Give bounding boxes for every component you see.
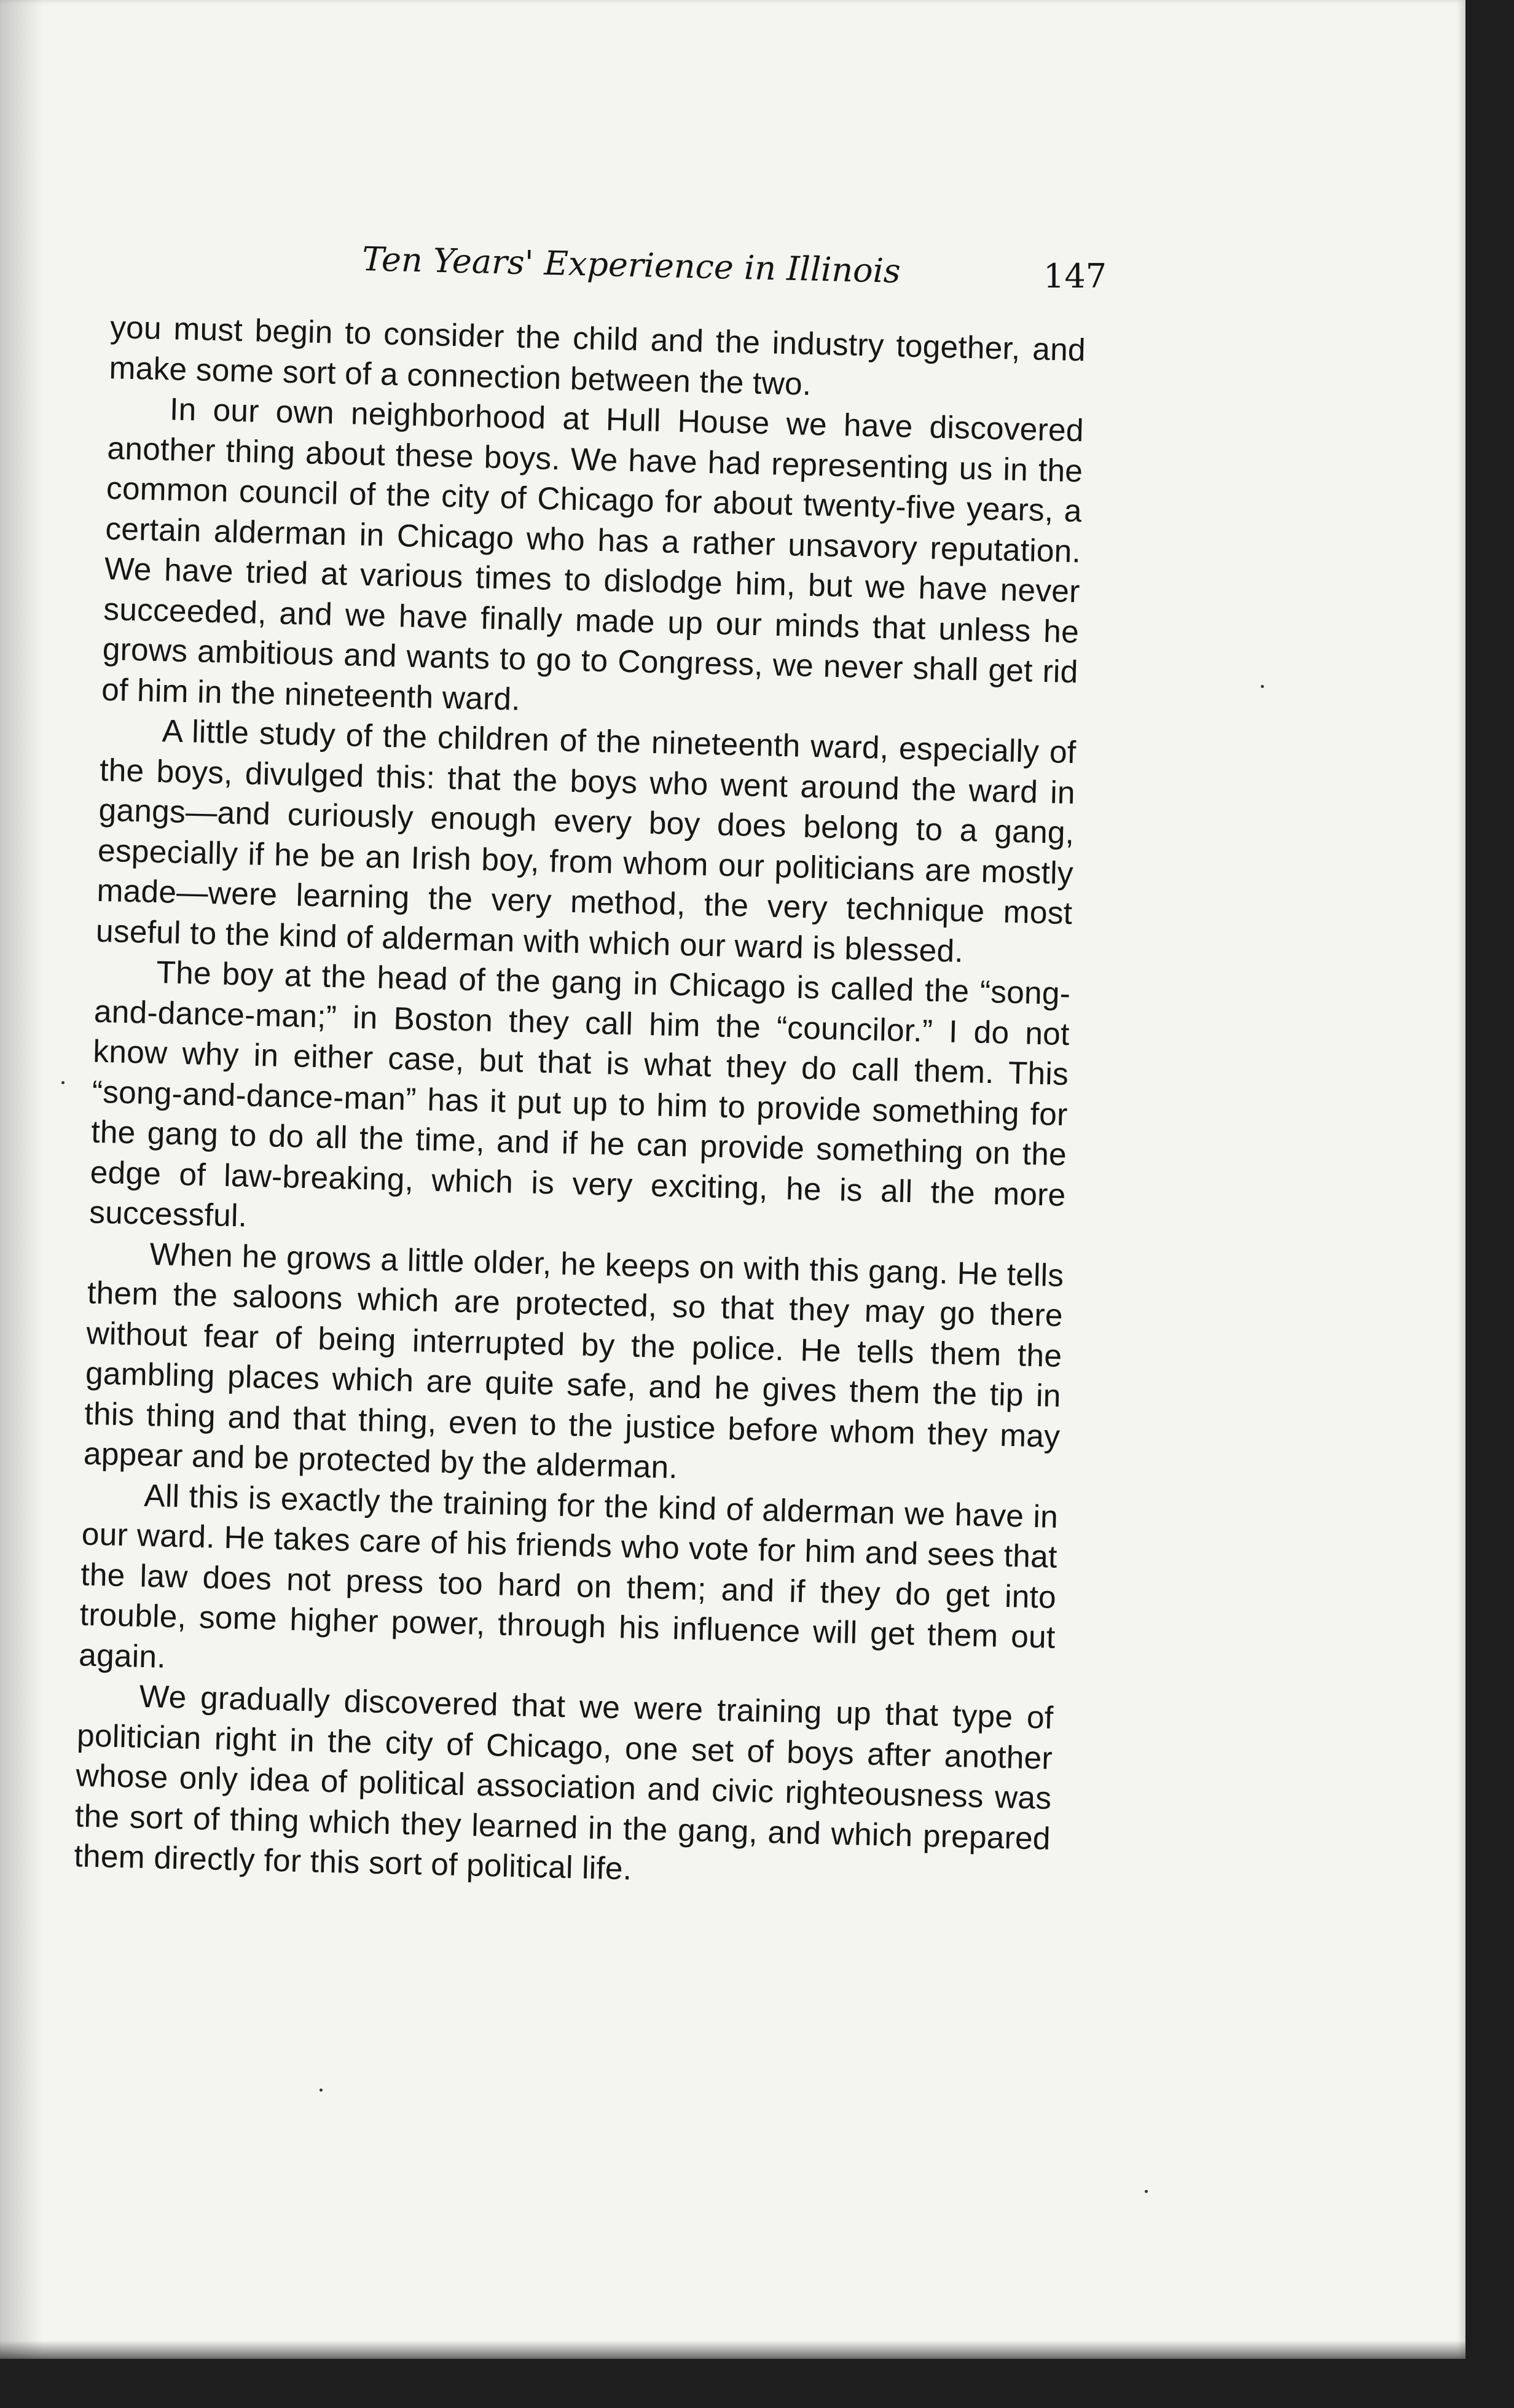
dust-speck [320,2089,323,2092]
body-text [71,307,1086,2001]
page-bottom-edge [0,2340,1465,2359]
page-number: 147 [1043,257,1107,295]
dust-speck [61,1081,65,1084]
paragraph: A little study of the children of the nineteenth ward, especially of the boys, divulged this: that the boys who went around the ward in gangs—and curiously enough every boy does belong to a gang, especially if he be an Irish boy, from whom our politicians are mostly made—were learning the very method, the very technique most useful to the kind of alderman with which our ward is blessed. [95,713,1077,969]
dust-speck [1261,685,1264,688]
paragraph: We gradually discovered that we were training up that type of politician right in the city of Chicago, one set of boys after another whose only idea of political association and civic righteousness was the sort of thing which they learned in the gang, and which prepared them directly for this sort of political life. [73,1678,1054,1886]
paragraph: you must begin to consider the child and the industry together, and make some sort of a connection between the two. [109,308,1086,402]
paragraph: The boy at the head of the gang in Chicago is called the “song-and-dance-man;” in Boston they call him the “councilor.” I do not know why in either case, but that is what they do call them. This “song-and-dance-man” has it put up to him to provide something for the gang to do all the time, and if he can provide something on the edge of law-breaking, which is very exciting, he is all the more successful. [88,954,1071,1233]
dust-speck [1145,2190,1148,2193]
binding-gutter [0,0,43,2359]
paragraph: All this is exactly the training for the kind of alderman we have in our ward. He takes care of his friends who vote for him and sees that the law does not press too hard on them; and if they do get into trouble, some higher power, through his influence will get them out again. [78,1477,1059,1675]
running-head: Ten Years' Experience in Illinois [361,240,901,291]
paragraph: In our own neighborhood at Hull House we have discovered another thing about these boys. We have had representing us in the common council of the city of Chicago for about twenty-five years, a certain alderman in Chicago who has a rather unsavory reputation. We have tried at various times to dislodge him, but we have never succeeded, and we have finally made up our minds that unless he grows ambitious and wants to go to Congress, we never shall get rid of him in the nineteenth ward. [101,391,1085,717]
paragraph: When he grows a little older, he keeps on with this gang. He tells them the saloons which are protected, so that they may go there without fear of being interrupted by the police. He tells them the gambling places which are quite safe, and he gives them the tip in this thing and that thing, even to the justice before whom they may appear and be protected by the alderman. [83,1235,1064,1485]
